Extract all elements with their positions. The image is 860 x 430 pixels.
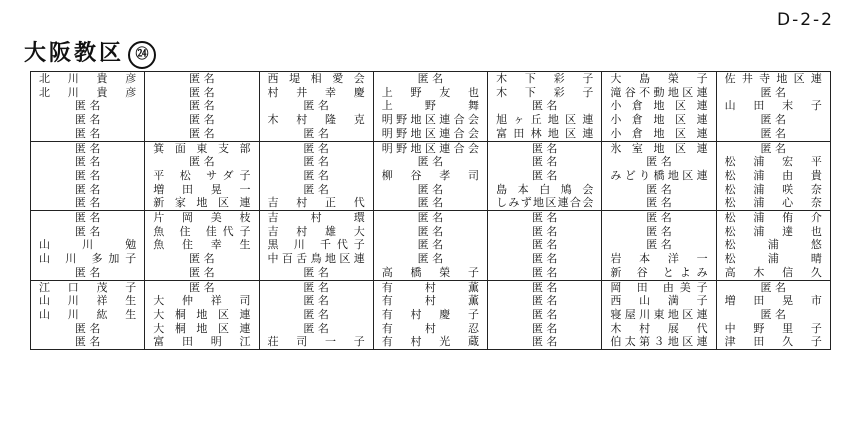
name-cell: 匿 名 <box>488 225 602 239</box>
name-cell: 新家地区連 <box>145 196 259 210</box>
name-cell: 匿 名 <box>145 113 259 127</box>
name-cell: 匿 名 <box>31 169 145 183</box>
name-cell: 柳 谷 孝 司 <box>373 169 487 183</box>
name-cell: 高 橋 榮 子 <box>373 266 487 280</box>
name-row <box>31 335 831 349</box>
name-cell: 箕面東支部 <box>145 141 259 155</box>
name-cell: 山 川 紘 生 <box>31 308 145 322</box>
name-cell: 津 田 久 子 <box>716 335 830 349</box>
name-cell: 匿 名 <box>716 141 830 155</box>
district-number-badge: ㉔ <box>128 41 156 69</box>
name-cell: 匿 名 <box>31 196 145 210</box>
name-cell: 匿 名 <box>145 99 259 113</box>
name-cell: 匿 名 <box>488 252 602 266</box>
name-cell: 魚 住 幸 生 <box>145 238 259 252</box>
name-cell: 匿 名 <box>602 183 716 197</box>
name-cell: 伯太第３地区連 <box>602 335 716 349</box>
name-cell: 匿 名 <box>145 127 259 141</box>
name-cell: 匿 名 <box>488 211 602 225</box>
name-row <box>31 225 831 239</box>
name-cell: 匿 名 <box>145 266 259 280</box>
name-cell: 松 浦 心 奈 <box>716 196 830 210</box>
name-cell: 北 川 貴 彦 <box>31 86 145 100</box>
name-cell: 富 田 明 江 <box>145 335 259 349</box>
name-cell: 松 浦 達 也 <box>716 225 830 239</box>
name-cell: 増 田 晃 一 <box>145 183 259 197</box>
name-row <box>31 141 831 155</box>
name-cell: 匿 名 <box>31 141 145 155</box>
name-cell: 匿 名 <box>373 252 487 266</box>
name-cell: 滝谷不動地区連 <box>602 86 716 100</box>
name-cell: 匿 名 <box>145 155 259 169</box>
name-cell: 匿 名 <box>716 127 830 141</box>
name-cell: 有 村 薫 <box>373 294 487 308</box>
name-cell: 匿 名 <box>602 225 716 239</box>
name-cell: 有 村 薫 <box>373 280 487 294</box>
name-cell: 山 川 勉 <box>31 238 145 252</box>
name-cell: 匿 名 <box>373 196 487 210</box>
name-cell: 匿 名 <box>602 238 716 252</box>
name-cell: 木 村 隆 克 <box>259 113 373 127</box>
name-cell: 匿 名 <box>31 211 145 225</box>
name-cell: 匿 名 <box>259 294 373 308</box>
name-cell: しみず地区連合会 <box>488 196 602 210</box>
name-cell: 匿 名 <box>488 294 602 308</box>
name-cell: 新 谷 とよみ <box>602 266 716 280</box>
name-cell: 匿 名 <box>259 155 373 169</box>
name-cell: 匿 名 <box>488 266 602 280</box>
name-cell: 黒 川 千代子 <box>259 238 373 252</box>
name-cell: 魚 住 佳代子 <box>145 225 259 239</box>
name-cell: 匿 名 <box>259 169 373 183</box>
name-row <box>31 99 831 113</box>
name-row <box>31 169 831 183</box>
name-cell: 中百舌鳥地区連 <box>259 252 373 266</box>
name-cell: 松 浦 悠 <box>716 238 830 252</box>
name-cell: 匿 名 <box>488 308 602 322</box>
name-cell: 匿 名 <box>259 266 373 280</box>
name-cell: 匿 名 <box>602 155 716 169</box>
name-cell: 匿 名 <box>602 211 716 225</box>
name-cell: 寝屋川東地区連 <box>602 308 716 322</box>
name-cell: 匿 名 <box>145 280 259 294</box>
title-text: 大阪教区 <box>24 41 125 66</box>
name-cell: 匿 名 <box>31 113 145 127</box>
name-cell: 松 浦 由 貴 <box>716 169 830 183</box>
name-cell: 氷 室 地 区 連 <box>602 141 716 155</box>
name-cell: 匿 名 <box>31 335 145 349</box>
name-cell: 匿 名 <box>259 99 373 113</box>
name-cell: 山 川 祥 生 <box>31 294 145 308</box>
name-cell: 匿 名 <box>716 308 830 322</box>
donor-names-body <box>31 72 831 350</box>
name-cell: 匿 名 <box>602 196 716 210</box>
name-cell: 匿 名 <box>373 155 487 169</box>
name-cell: 荘 司 一 子 <box>259 335 373 349</box>
name-cell: 山 川 多加子 <box>31 252 145 266</box>
name-cell: 西堤相愛会 <box>259 72 373 86</box>
name-cell: 吉 村 正 代 <box>259 196 373 210</box>
name-row <box>31 196 831 210</box>
donor-names-table <box>30 71 831 350</box>
name-cell: 大 仲 祥 司 <box>145 294 259 308</box>
name-cell: 匿 名 <box>259 280 373 294</box>
name-row <box>31 155 831 169</box>
name-cell: 匿 名 <box>488 280 602 294</box>
name-cell: 明野地区連合会 <box>373 127 487 141</box>
name-cell: 匿 名 <box>488 335 602 349</box>
name-cell: 匿 名 <box>31 225 145 239</box>
name-cell: 匿 名 <box>373 238 487 252</box>
name-cell: 大 島 榮 子 <box>602 72 716 86</box>
name-cell: 匿 名 <box>259 322 373 336</box>
name-cell: 匿 名 <box>145 72 259 86</box>
name-cell: 匿 名 <box>373 183 487 197</box>
name-cell: 富田林地区連 <box>488 127 602 141</box>
name-row <box>31 72 831 86</box>
name-cell: 島本白鳩会 <box>488 183 602 197</box>
name-row <box>31 266 831 280</box>
name-cell: 上 野 舞 <box>373 99 487 113</box>
name-row <box>31 280 831 294</box>
name-cell: 有 村 慶 子 <box>373 308 487 322</box>
name-cell: 西 山 満 子 <box>602 294 716 308</box>
name-cell: 木 下 彩 子 <box>488 72 602 86</box>
name-cell: 佐井寺地区連 <box>716 72 830 86</box>
page-code: D-2-2 <box>777 10 834 30</box>
name-cell: 匿 名 <box>488 155 602 169</box>
name-cell: 村 井 幸 慶 <box>259 86 373 100</box>
name-cell: 松 浦 晴 <box>716 252 830 266</box>
name-cell: 有 村 忍 <box>373 322 487 336</box>
page-title <box>24 36 156 69</box>
name-cell: 匿 名 <box>31 266 145 280</box>
name-cell: 木 下 彩 子 <box>488 86 602 100</box>
name-row <box>31 113 831 127</box>
name-cell: 岩 本 洋 一 <box>602 252 716 266</box>
name-cell: 小 倉 地 区 連 <box>602 113 716 127</box>
name-cell: 匿 名 <box>259 141 373 155</box>
name-cell: 匿 名 <box>488 322 602 336</box>
name-cell: 匿 名 <box>145 86 259 100</box>
name-cell: 小 倉 地 区 連 <box>602 127 716 141</box>
name-row <box>31 211 831 225</box>
name-cell: 有 村 光 蔵 <box>373 335 487 349</box>
name-cell: 匿 名 <box>716 280 830 294</box>
name-cell: 匿 名 <box>259 308 373 322</box>
name-cell: 匿 名 <box>31 127 145 141</box>
name-cell: 匿 名 <box>259 183 373 197</box>
name-cell: みどり橋地区連 <box>602 169 716 183</box>
name-cell: 匿 名 <box>31 155 145 169</box>
name-cell: 明野地区連合会 <box>373 113 487 127</box>
name-cell: 高 木 信 久 <box>716 266 830 280</box>
name-cell: 松 浦 侑 介 <box>716 211 830 225</box>
name-row <box>31 322 831 336</box>
name-cell: 岡 田 由美子 <box>602 280 716 294</box>
name-cell: 吉 村 雄 大 <box>259 225 373 239</box>
name-row <box>31 183 831 197</box>
name-cell: 匿 名 <box>373 225 487 239</box>
name-cell: 大桐地区連 <box>145 308 259 322</box>
name-cell: 匿 名 <box>488 169 602 183</box>
name-row <box>31 238 831 252</box>
name-cell: 山 田 末 子 <box>716 99 830 113</box>
name-cell: 片 岡 美 枝 <box>145 211 259 225</box>
name-row <box>31 308 831 322</box>
name-row <box>31 86 831 100</box>
name-cell: 匿 名 <box>488 141 602 155</box>
name-cell: 吉 村 環 <box>259 211 373 225</box>
name-cell: 明野地区連合会 <box>373 141 487 155</box>
name-cell: 中 野 里 子 <box>716 322 830 336</box>
name-row <box>31 294 831 308</box>
name-cell: 匿 名 <box>31 183 145 197</box>
name-cell: 松 浦 咲 奈 <box>716 183 830 197</box>
name-cell: 匿 名 <box>145 252 259 266</box>
name-cell: 平 松 サダ子 <box>145 169 259 183</box>
name-cell: 匿 名 <box>716 113 830 127</box>
name-cell: 増 田 晃 市 <box>716 294 830 308</box>
name-cell: 匿 名 <box>488 238 602 252</box>
name-cell: 上 野 友 也 <box>373 86 487 100</box>
name-cell: 北 川 貴 彦 <box>31 72 145 86</box>
name-row <box>31 127 831 141</box>
name-row <box>31 252 831 266</box>
name-cell: 匿 名 <box>488 99 602 113</box>
name-cell: 旭ヶ丘地区連 <box>488 113 602 127</box>
name-cell: 匿 名 <box>373 72 487 86</box>
name-cell: 江 口 茂 子 <box>31 280 145 294</box>
name-cell: 松 浦 宏 平 <box>716 155 830 169</box>
name-cell: 匿 名 <box>716 86 830 100</box>
name-cell: 小 倉 地 区 連 <box>602 99 716 113</box>
name-cell: 匿 名 <box>31 322 145 336</box>
name-cell: 大桐地区連 <box>145 322 259 336</box>
name-cell: 匿 名 <box>31 99 145 113</box>
name-cell: 木 村 展 代 <box>602 322 716 336</box>
name-cell: 匿 名 <box>259 127 373 141</box>
name-cell: 匿 名 <box>373 211 487 225</box>
